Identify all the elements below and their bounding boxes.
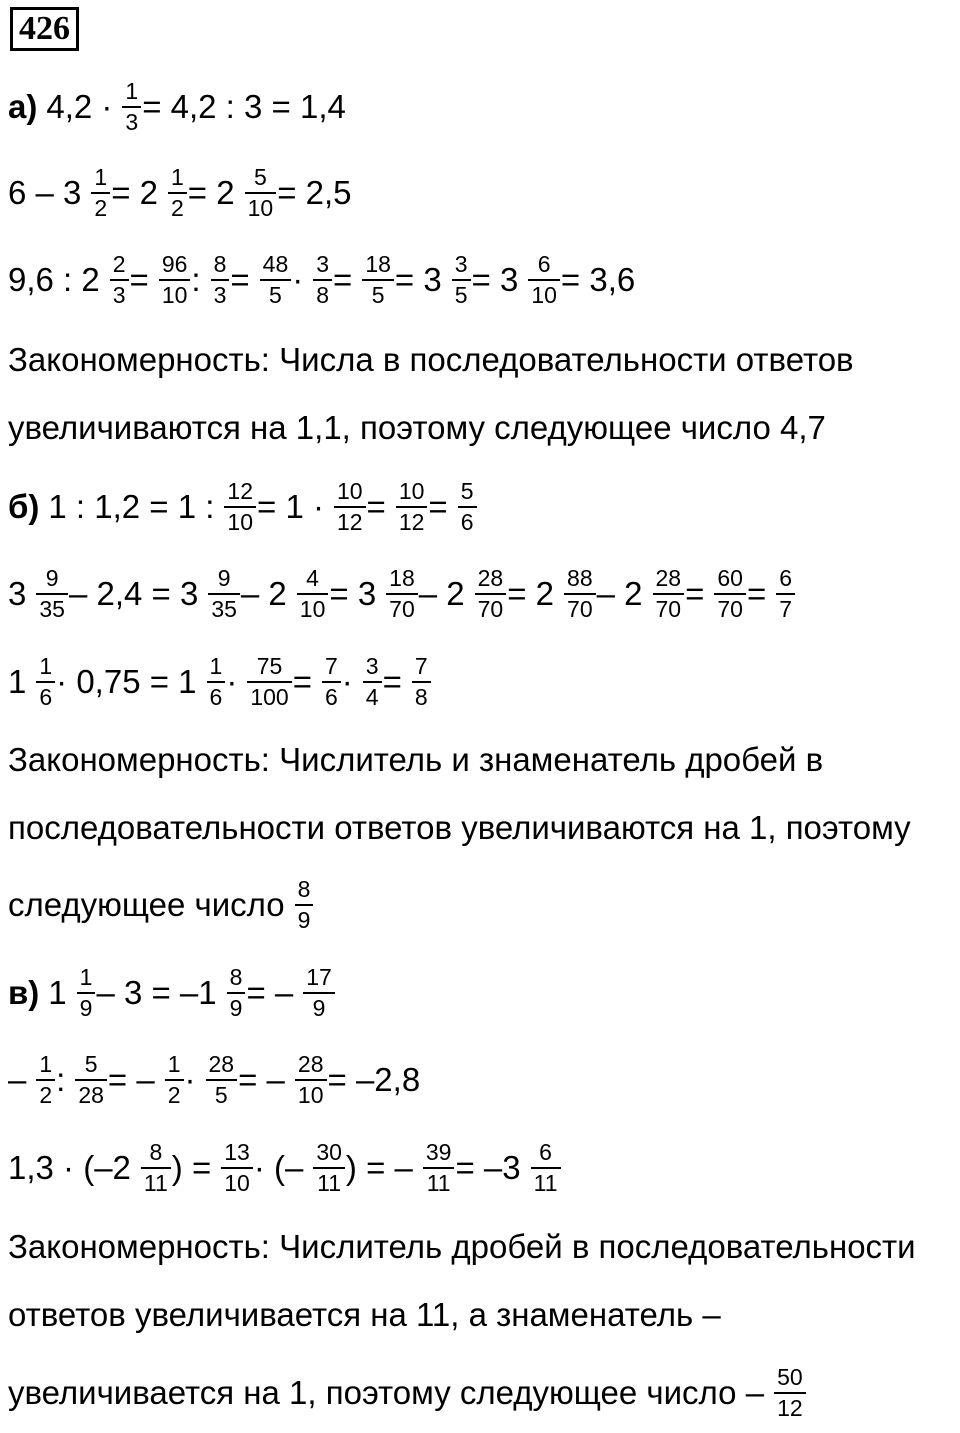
fraction-denominator: 2 [36,1079,55,1107]
fraction-numerator: 5 [84,1051,98,1077]
fraction [36,655,55,709]
fraction-numerator: 9 [217,565,231,591]
fraction-denominator: 5 [260,279,292,307]
fraction-denominator: 9 [303,992,335,1020]
fraction-numerator: 3 [365,653,379,679]
fraction [165,1053,184,1107]
fraction-denominator: 11 [313,1167,345,1195]
expression-text: 1 : 1,2 = 1 : [48,488,215,525]
fraction-numerator: 8 [229,964,243,990]
fraction-denominator: 3 [110,279,129,307]
fraction-denominator: 2 [91,192,110,220]
expression-text: – 2 [240,575,287,612]
fraction-numerator: 5 [460,478,474,504]
equation-line [8,559,795,629]
fraction [122,80,141,134]
expression-text: = [333,261,353,298]
fraction [564,567,596,621]
expression-text: = [366,488,386,525]
expression-text: 4,2 · [46,88,113,125]
fraction-denominator: 12 [396,506,428,534]
expression-text: = 2 [507,575,555,612]
expression-text: = [230,261,250,298]
expression-text: = 2,5 [277,174,352,211]
expression-text: = –3 [455,1149,521,1186]
fraction-numerator: 6 [779,565,793,591]
equation-line [8,72,346,142]
fraction [260,253,292,307]
equation-line [8,158,352,228]
expression-text: = 3 [394,261,442,298]
fraction-denominator: 8 [412,681,431,709]
fraction [224,480,256,534]
fraction-denominator: 70 [653,593,685,621]
fraction-denominator: 6 [207,681,226,709]
fraction-denominator: 28 [75,1079,107,1107]
expression-text: · [341,663,353,700]
fraction-numerator: 1 [209,653,223,679]
expression-text: · [292,261,304,298]
expression-text: = 3 [329,575,377,612]
fraction [91,166,110,220]
fraction-numerator: 3 [454,251,468,277]
expression-text: – 3 = –1 [96,974,217,1011]
fraction-denominator: 10 [224,506,256,534]
fraction [396,480,428,534]
fraction [207,655,226,709]
fraction-numerator: 1 [171,164,184,190]
equation-line [8,647,431,717]
fraction [141,1141,171,1195]
fraction-numerator: 18 [365,251,391,277]
fraction [653,567,685,621]
expression-text: = – [238,1061,285,1098]
explanation-line: последовательности ответов увеличиваются на 1, поэтому [8,809,911,846]
fraction-numerator: 10 [336,478,363,504]
expression-text: = 2 [111,174,158,211]
equation-line [8,472,477,542]
expression-text: 1 [48,974,67,1011]
fraction-denominator: 70 [714,593,746,621]
fraction [77,966,96,1020]
expression-text: – 2,4 = 3 [68,575,199,612]
fraction-numerator: 1 [79,964,93,990]
fraction-denominator: 3 [211,279,230,307]
fraction-denominator: 5 [362,279,394,307]
fraction-numerator: 39 [425,1139,452,1165]
expression-text: = 4,2 : 3 = 1,4 [142,88,346,125]
expression-text: = 3,6 [560,261,636,298]
expression-text: = [382,663,402,700]
fraction-denominator: 35 [36,593,68,621]
equation-line [8,1358,806,1428]
fraction [423,1141,455,1195]
expression-text: 6 – 3 [8,174,82,211]
fraction-numerator: 1 [39,653,53,679]
fraction [334,480,366,534]
fraction-numerator: 8 [213,251,227,277]
expression-text: = 3 [471,261,519,298]
fraction [247,655,291,709]
fraction-denominator: 10 [221,1167,253,1195]
expression-text: = – [107,1061,155,1098]
fraction-denominator: 12 [334,506,366,534]
fraction-denominator: 11 [531,1167,561,1195]
fraction [774,1366,806,1420]
fraction [110,253,129,307]
expression-text: = 2 [187,174,235,211]
fraction-numerator: 1 [39,1051,53,1077]
expression-text: · [184,1061,196,1098]
expression-text: = [428,488,448,525]
equation-line [8,1133,561,1203]
fraction [776,567,795,621]
equation-line [8,245,635,315]
fraction [303,966,335,1020]
fraction-numerator: 9 [45,565,59,591]
problem-number: 426 [10,7,79,51]
fraction-numerator: 10 [398,478,425,504]
fraction [75,1053,107,1107]
fraction [714,567,746,621]
expression-text: = –2,8 [327,1061,421,1098]
fraction-denominator: 70 [564,593,596,621]
expression-text: ) = [171,1149,212,1186]
fraction [295,1053,327,1107]
fraction-denominator: 70 [386,593,418,621]
expression-text: = [746,575,767,612]
expression-text: : [191,261,201,298]
fraction-numerator: 1 [94,164,108,190]
fraction-denominator: 10 [295,1079,327,1107]
fraction-denominator: 8 [313,279,332,307]
fraction-denominator: 3 [122,106,141,134]
expression-text: увеличивается на 1, поэтому следующее число – [8,1374,765,1411]
explanation-line: ответов увеличивается на 11, а знаменатель – [8,1296,721,1333]
fraction-denominator: 10 [245,192,277,220]
expression-text: – 2 [596,575,643,612]
fraction-denominator: 9 [227,992,246,1020]
fraction-numerator: 13 [224,1139,250,1165]
fraction [452,253,471,307]
fraction-numerator: 50 [777,1364,803,1390]
fraction [221,1141,253,1195]
expression-text: 3 [8,575,27,612]
fraction-numerator: 7 [324,653,338,679]
fraction-denominator: 35 [208,593,240,621]
part-label: а) [8,88,38,125]
explanation-line: Закономерность: Числа в последовательности ответов [8,341,854,378]
fraction-denominator: 11 [423,1167,455,1195]
fraction [363,655,382,709]
fraction-denominator: 2 [165,1079,184,1107]
expression-text: · (– [253,1149,304,1186]
expression-text: 1,3 · (–2 [8,1149,131,1186]
fraction-numerator: 2 [112,251,126,277]
fraction [245,166,277,220]
fraction-denominator: 5 [452,279,471,307]
fraction-denominator: 10 [528,279,560,307]
fraction-numerator: 12 [227,478,253,504]
fraction-numerator: 8 [297,876,311,902]
fraction [36,567,68,621]
fraction-denominator: 100 [247,681,291,709]
equation-line [8,958,335,1028]
fraction [297,567,329,621]
expression-text: = [129,261,149,298]
fraction-numerator: 48 [262,251,289,277]
fraction-denominator: 5 [206,1079,238,1107]
fraction-numerator: 8 [149,1139,163,1165]
fraction-numerator: 18 [389,565,415,591]
fraction-denominator: 6 [322,681,341,709]
fraction [168,166,187,220]
fraction-numerator: 1 [125,78,139,104]
expression-text: ) = – [345,1149,413,1186]
fraction-denominator: 12 [774,1392,806,1420]
equation-line [8,1045,420,1115]
fraction [313,1141,345,1195]
fraction-denominator: 6 [36,681,55,709]
fraction-numerator: 5 [253,164,267,190]
equation-line [8,870,313,940]
fraction-denominator: 4 [363,681,382,709]
fraction-numerator: 28 [655,565,682,591]
fraction-denominator: 10 [297,593,329,621]
fraction-numerator: 1 [167,1051,181,1077]
expression-text: = [292,663,312,700]
fraction-denominator: 9 [295,904,314,932]
fraction-numerator: 7 [414,653,428,679]
part-label: в) [8,974,40,1011]
fraction [206,1053,238,1107]
fraction-denominator: 10 [159,279,191,307]
expression-text: = – [246,974,294,1011]
fraction [211,253,230,307]
fraction-numerator: 17 [306,964,332,990]
fraction [386,567,418,621]
expression-text: : [56,1061,66,1098]
fraction-numerator: 28 [297,1051,324,1077]
fraction-denominator: 6 [458,506,477,534]
fraction [475,567,507,621]
expression-text: 9,6 : 2 [8,261,100,298]
expression-text: = [685,575,705,612]
expression-text: · 0,75 = 1 [56,663,197,700]
fraction-denominator: 2 [168,192,187,220]
fraction-numerator: 60 [717,565,743,591]
fraction [295,878,314,932]
fraction-numerator: 6 [539,1139,552,1165]
fraction [412,655,431,709]
explanation-line: Закономерность: Числитель дробей в последовательности [8,1228,916,1265]
expression-text: = 1 · [257,488,324,525]
fraction [528,253,560,307]
expression-text: – 2 [418,575,465,612]
expression-text: 1 [8,663,27,700]
fraction [227,966,246,1020]
fraction-numerator: 28 [477,565,504,591]
fraction-numerator: 4 [306,565,319,591]
part-label: б) [8,488,40,525]
explanation-line: увеличиваются на 1,1, поэтому следующее число 4,7 [8,409,826,446]
fraction-numerator: 96 [161,251,188,277]
fraction [36,1053,55,1107]
fraction-numerator: 6 [537,251,551,277]
fraction-denominator: 70 [475,593,507,621]
fraction [159,253,191,307]
fraction-numerator: 30 [316,1139,342,1165]
fraction-numerator: 28 [208,1051,235,1077]
fraction-denominator: 9 [77,992,96,1020]
explanation-line: Закономерность: Числитель и знаменатель дробей в [8,741,824,778]
fraction [208,567,240,621]
fraction [322,655,341,709]
fraction [531,1141,561,1195]
fraction-numerator: 3 [316,251,330,277]
fraction [362,253,394,307]
fraction [458,480,477,534]
fraction [313,253,332,307]
fraction-denominator: 7 [776,593,795,621]
fraction-numerator: 75 [256,653,283,679]
expression-text: следующее число [8,886,285,923]
expression-text: – [8,1061,27,1098]
expression-text: · [226,663,238,700]
fraction-denominator: 11 [141,1167,171,1195]
fraction-numerator: 88 [567,565,593,591]
